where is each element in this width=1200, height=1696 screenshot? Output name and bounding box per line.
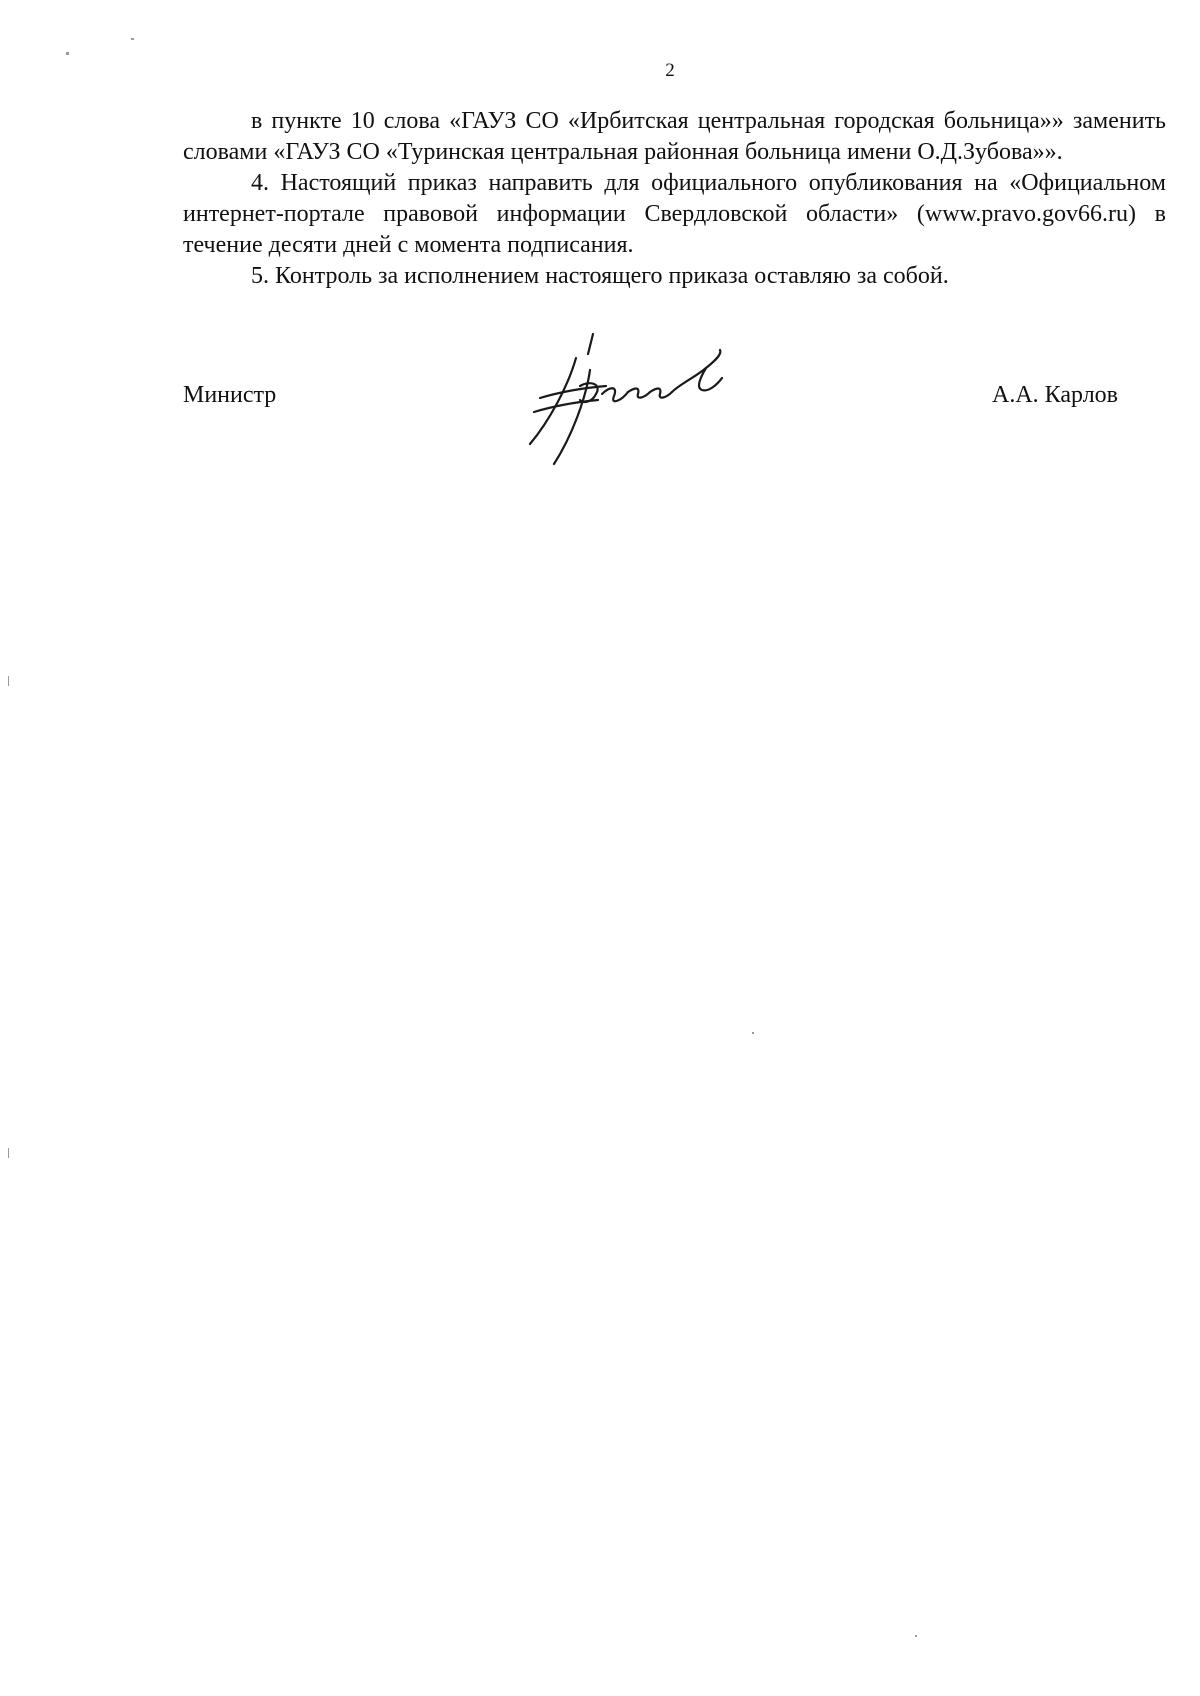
scan-speck	[915, 1635, 917, 1637]
paragraph-item-10-amendment: в пункте 10 слова «ГАУЗ СО «Ирбитская центральная городская больница»» заменить словами «ГАУЗ СО «Туринская центральная районная больница имени О.Д.Зубова»».	[183, 108, 1166, 165]
paragraph-control: 5. Контроль за исполнением настоящего приказа оставляю за собой.	[251, 263, 949, 289]
signer-name: А.А. Карлов	[992, 382, 1118, 408]
document-body	[183, 106, 1166, 292]
scan-speck	[66, 52, 69, 55]
page-number: 2	[665, 60, 675, 81]
handwritten-signature-icon	[510, 328, 750, 468]
paragraph-publication: 4. Настоящий приказ направить для официального опубликования на «Официальном интернет-портале правовой информации Свердловской области» (www.pravo.gov66.ru) в течение десяти дней с момента подписания.	[183, 170, 1166, 258]
scan-speck	[8, 676, 9, 686]
scan-speck	[131, 38, 134, 40]
scan-speck	[752, 1032, 754, 1034]
scan-speck	[8, 1148, 9, 1158]
signer-title: Министр	[183, 382, 277, 408]
